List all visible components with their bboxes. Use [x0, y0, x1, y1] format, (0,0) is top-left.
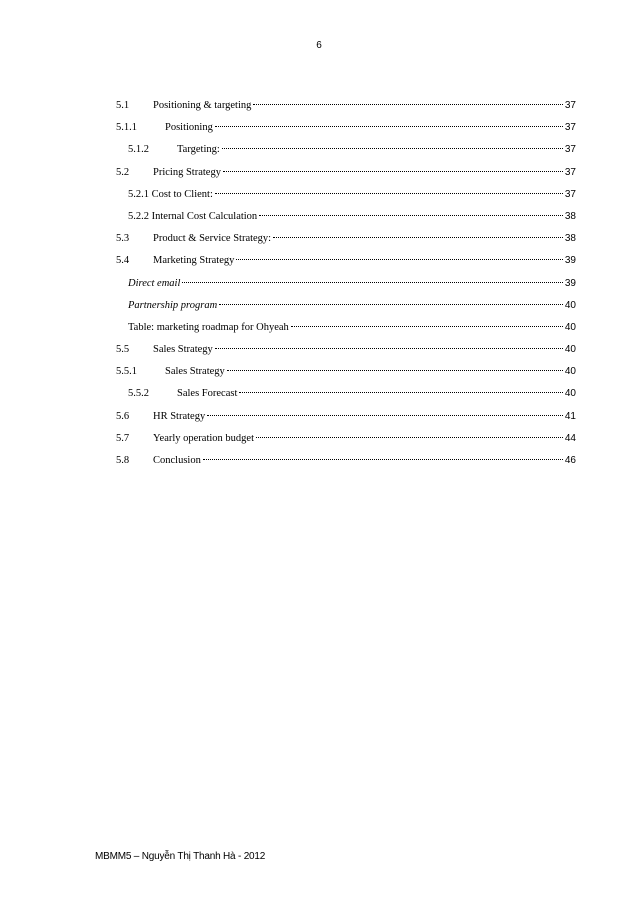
toc-entry-page: 37: [564, 122, 576, 134]
toc-entry-label: Sales Forecast: [177, 388, 238, 400]
toc-entry[interactable]: [116, 344, 576, 366]
toc-entry-label: Product & Service Strategy:: [153, 233, 272, 245]
toc-entry-number: 5.4: [116, 255, 130, 267]
dot-leader: [239, 391, 563, 393]
toc-entry-label: 5.2.1 Cost to Client:: [128, 188, 213, 200]
toc-entry-label: Yearly operation budget: [153, 432, 254, 444]
toc-entry-label: Positioning & targeting: [153, 100, 252, 111]
toc-entry[interactable]: [116, 322, 576, 344]
toc-entry-label: Sales Strategy: [165, 366, 225, 378]
toc-entry-label: Direct email: [128, 277, 181, 289]
dot-leader: [215, 347, 563, 349]
dot-leader: [259, 214, 563, 216]
toc-entry-label: Pricing Strategy: [153, 166, 221, 178]
toc-entry[interactable]: [116, 455, 576, 477]
toc-entry[interactable]: [116, 300, 576, 322]
toc-entry-number: 5.6: [116, 410, 130, 422]
toc-entry-page: 40: [564, 366, 576, 378]
dot-leader: [215, 125, 563, 127]
dot-leader: [207, 414, 563, 416]
toc-entry-page: 39: [564, 277, 576, 289]
toc-entry-label: HR Strategy: [153, 410, 206, 422]
toc-entry-page: 37: [564, 100, 576, 111]
dot-leader: [215, 192, 563, 194]
toc-entry[interactable]: [116, 366, 576, 388]
toc-entry-page: 37: [564, 166, 576, 178]
dot-leader: [222, 147, 563, 149]
toc-entry-page: 41: [564, 410, 576, 422]
toc-entry[interactable]: [116, 411, 576, 433]
toc-entry-number: 5.1.1: [116, 122, 137, 134]
toc-entry-page: 44: [564, 432, 576, 444]
dot-leader: [223, 170, 563, 172]
toc-entry-number: 5.1.2: [128, 144, 149, 156]
toc-entry[interactable]: [116, 122, 576, 144]
dot-leader: [219, 303, 563, 305]
dot-leader: [291, 325, 563, 327]
toc-entry-label: Marketing Strategy: [153, 255, 235, 267]
toc-entry[interactable]: [116, 255, 576, 277]
toc-entry-page: 37: [564, 144, 576, 156]
toc-entry-label: 5.2.2 Internal Cost Calculation: [128, 210, 258, 222]
toc-entry[interactable]: [116, 278, 576, 300]
toc-entry-label: Positioning: [165, 122, 213, 134]
toc-entry[interactable]: [116, 233, 576, 255]
toc-entry-number: 5.5.2: [128, 388, 149, 400]
toc-entry[interactable]: [116, 211, 576, 233]
toc-entry-number: 5.1: [116, 100, 130, 111]
toc-entry-number: 5.5.1: [116, 366, 137, 378]
toc-entry-page: 37: [564, 188, 576, 200]
dot-leader: [236, 258, 563, 260]
dot-leader: [182, 281, 562, 283]
toc-entry-number: 5.2: [116, 166, 130, 178]
toc-entry-page: 40: [564, 321, 576, 333]
page-footer: MBMM5 – Nguyễn Thị Thanh Hà - 2012: [95, 851, 266, 862]
toc-entry-label: Table: marketing roadmap for Ohyeah: [128, 321, 289, 333]
toc-entry[interactable]: [116, 144, 576, 166]
toc-entry-page: 40: [564, 344, 576, 356]
toc-entry-page: 40: [564, 299, 576, 311]
toc-entry-page: 38: [564, 233, 576, 245]
toc-entry-number: 5.5: [116, 344, 130, 356]
dot-leader: [256, 436, 563, 438]
page-number: 6: [316, 40, 322, 51]
toc-entry[interactable]: [116, 189, 576, 211]
toc-entry-label: Sales Strategy: [153, 344, 213, 356]
toc-entry[interactable]: [116, 388, 576, 410]
table-of-contents: [116, 100, 576, 477]
toc-entry-label: Partnership program: [128, 299, 218, 311]
toc-entry-number: 5.8: [116, 455, 130, 466]
toc-entry-page: 38: [564, 210, 576, 222]
toc-entry-number: 5.3: [116, 233, 130, 245]
dot-leader: [273, 236, 563, 238]
toc-entry-page: 39: [564, 255, 576, 267]
dot-leader: [253, 103, 562, 105]
toc-entry-label: Conclusion: [153, 455, 201, 466]
dot-leader: [227, 369, 563, 371]
toc-entry[interactable]: [116, 433, 576, 455]
toc-entry[interactable]: [116, 167, 576, 189]
toc-entry[interactable]: [116, 100, 576, 122]
toc-entry-page: 46: [564, 455, 576, 466]
dot-leader: [203, 458, 563, 460]
toc-entry-number: 5.7: [116, 432, 130, 444]
toc-entry-label: Targeting:: [177, 144, 220, 156]
toc-entry-page: 40: [564, 388, 576, 400]
